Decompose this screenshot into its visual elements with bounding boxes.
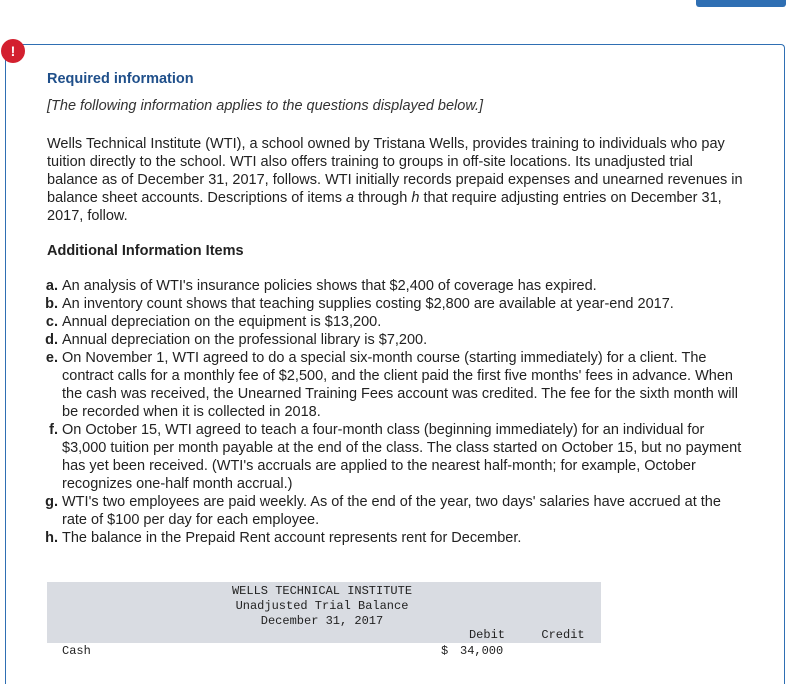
additional-info-list xyxy=(40,277,746,547)
item-letter: e. xyxy=(45,350,58,366)
list-item xyxy=(40,493,746,529)
item-text: Annual depreciation on the professional library is $7,200. xyxy=(62,332,428,348)
item-text: On November 1, WTI agreed to do a special six-month course (starting immediately) for a client. The contract calls for a monthly fee of $2,500, and the client paid the first five months' fees in advance. When the cash was received, the Unearned Training Fees account was credited. The fee for the sixth month will be recorded when it is collected in 2018. xyxy=(62,350,738,420)
tb-debit-sign: $ xyxy=(441,644,449,658)
item-text: An analysis of WTI's insurance policies shows that $2,400 of coverage has expired. xyxy=(62,278,597,294)
list-item xyxy=(40,331,746,349)
list-item xyxy=(40,313,746,331)
intro-text-part: Wells Technical Institute (WTI), a school owned by Tristana Wells, provides training to individuals who pay tuition directly to the school. WTI also offers training to groups in off-site locations. Its unadjusted trial balance as of December 31, 2017, follows. WTI initially records prepaid expenses and unearned revenues in balance sheet accounts. Descriptions of items xyxy=(47,136,743,206)
required-info-title: Required information xyxy=(47,71,194,87)
item-text: An inventory count shows that teaching supplies costing $2,800 are available at year-end 2017. xyxy=(62,296,674,312)
item-letter: b. xyxy=(45,296,58,312)
item-letter: h. xyxy=(45,530,58,546)
list-item xyxy=(40,421,746,493)
intro-through: through xyxy=(354,190,412,206)
item-text: Annual depreciation on the equipment is $13,200. xyxy=(62,314,382,330)
item-letter: f. xyxy=(49,422,58,438)
intro-paragraph xyxy=(47,135,747,225)
alert-icon: ! xyxy=(1,39,25,63)
intro-item-h: h xyxy=(411,190,420,206)
tb-company-name: WELLS TECHNICAL INSTITUTE xyxy=(231,584,413,598)
intro-text-end: that require adjusting entries on December 31, 2017, follow. xyxy=(47,190,722,224)
top-action-button[interactable] xyxy=(696,0,786,7)
list-item xyxy=(40,349,746,421)
additional-info-title: Additional Information Items xyxy=(47,243,244,259)
list-item xyxy=(40,529,746,547)
item-letter: a. xyxy=(45,278,58,294)
list-item xyxy=(40,277,746,295)
intro-item-a: a xyxy=(346,190,355,206)
required-info-note: [The following information applies to the questions displayed below.] xyxy=(47,98,484,114)
tb-account-name: Cash xyxy=(62,644,91,658)
list-item xyxy=(40,295,746,313)
tb-debit-header: Debit xyxy=(468,628,505,642)
item-letter: d. xyxy=(45,332,58,348)
tb-report-title: Unadjusted Trial Balance xyxy=(235,599,409,613)
tb-debit-value: 34,000 xyxy=(460,644,504,658)
item-text: WTI's two employees are paid weekly. As of the end of the year, two days' salaries have accrued at the rate of $100 per day for each employee. xyxy=(62,494,721,528)
item-text: On October 15, WTI agreed to teach a four-month class (beginning immediately) for an individual for $3,000 tuition per month payable at the end of the class. The class started on October 15, but no payment has yet been received. (WTI's accruals are applied to the nearest half-month; for example, October recognizes one-half month accrual.) xyxy=(62,422,742,492)
item-letter: g. xyxy=(45,494,58,510)
item-text: The balance in the Prepaid Rent account represents rent for December. xyxy=(62,530,522,546)
item-letter: c. xyxy=(45,314,58,330)
tb-credit-header: Credit xyxy=(541,628,585,642)
tb-report-date: December 31, 2017 xyxy=(260,614,384,628)
